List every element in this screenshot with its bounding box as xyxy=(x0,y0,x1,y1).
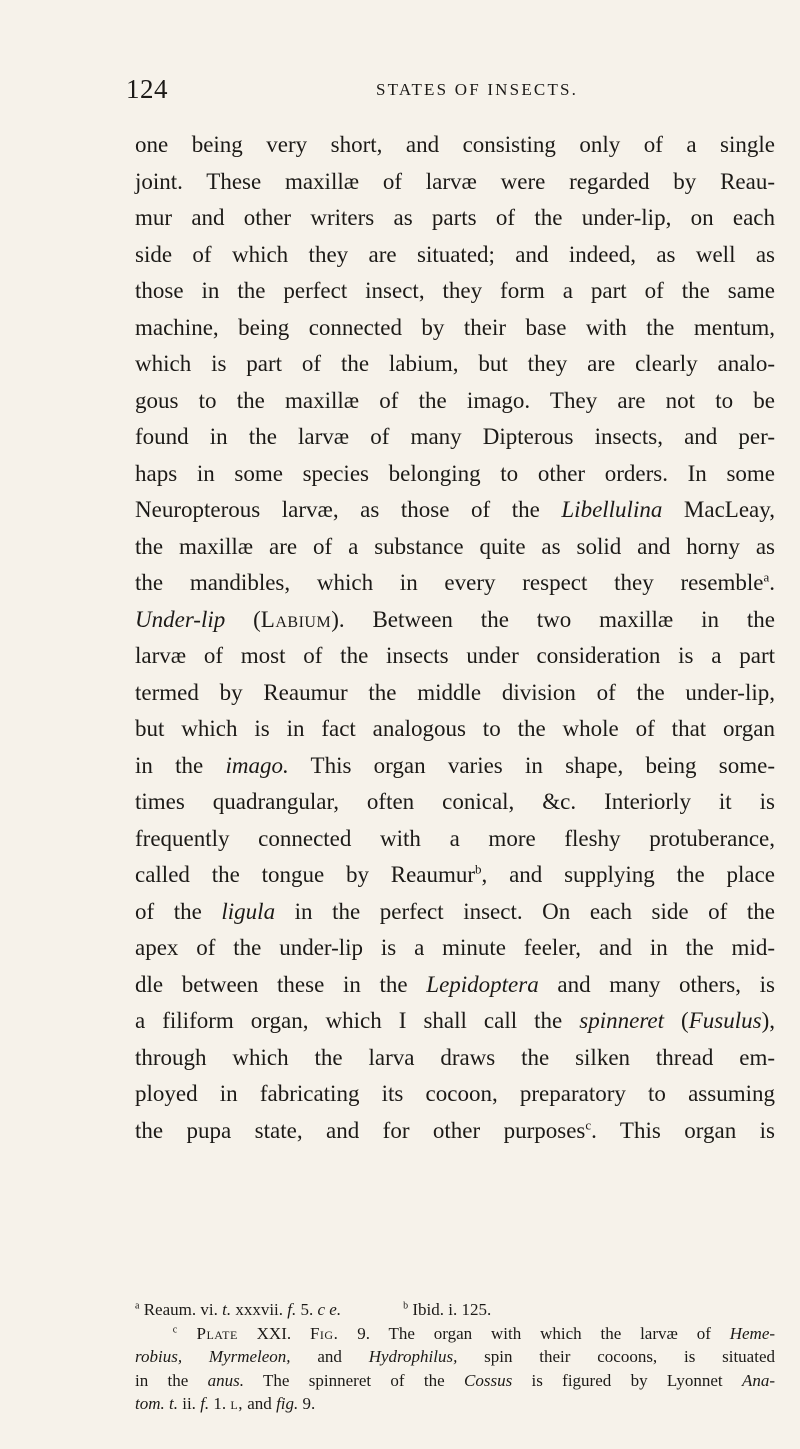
text-run: dle between these in the xyxy=(135,971,427,997)
text-run: f. xyxy=(200,1394,210,1413)
text-run: t. xyxy=(222,1300,232,1319)
text-line: found in the larvæ of many Dipterous insects, and per- xyxy=(135,424,775,449)
text-line: apex of the under-lip is a minute feeler, and in the mid- xyxy=(135,935,775,960)
text-line: one being very short, and consisting only of a single xyxy=(135,132,775,157)
text-run: 9. xyxy=(298,1394,316,1413)
text-line: frequently connected with a more fleshy protuberance, xyxy=(135,825,775,851)
footnote-mark-c: c xyxy=(172,1323,178,1335)
text-run: c e. xyxy=(317,1300,342,1319)
text-run: MacLeay, xyxy=(662,497,775,522)
text-line: ployed in fabricating its cocoon, preparatory to assuming xyxy=(135,1081,775,1106)
text-run: . xyxy=(769,570,775,595)
footnote-line xyxy=(135,1369,775,1393)
page-number: 124 xyxy=(126,74,168,104)
text-line: termed by Reaumur the middle division of the under-lip, xyxy=(135,679,775,705)
text-line xyxy=(135,748,775,785)
footnote-b: Ibid. i. 125. xyxy=(408,1300,492,1319)
text-line: mur and other writers as parts of the under-lip, on each xyxy=(135,205,775,230)
text-run: called the tongue by Reaumur xyxy=(135,862,476,887)
text-run: in the perfect insect. On each side of the xyxy=(275,898,775,924)
taxon-name: Libellulina xyxy=(561,497,663,522)
text-line: the maxillæ are of a substance quite as solid and horny as xyxy=(135,533,775,559)
footnote-line xyxy=(135,1322,775,1346)
text-run: This organ varies in shape, being some- xyxy=(288,752,775,778)
text-run: ). Between the two maxillæ in the xyxy=(331,606,775,632)
text-run: spin their cocoons, is situated xyxy=(457,1347,775,1366)
text-run: 9. The organ with which the larvæ of xyxy=(338,1323,730,1343)
text-run: the pupa state, and for other purposes xyxy=(135,1117,586,1143)
text-run: Ana- xyxy=(741,1370,775,1390)
text-run: in the xyxy=(135,1370,208,1390)
text-line xyxy=(135,1003,775,1040)
text-run: The spinneret of the xyxy=(244,1370,464,1390)
text-run: the mandibles, which in every respect they resemble xyxy=(135,570,764,595)
text-line: side of which they are situated; and indeed, as well as xyxy=(135,241,775,267)
text-run: ), xyxy=(761,1008,775,1033)
text-line xyxy=(135,565,775,602)
footnote-a xyxy=(139,1300,341,1319)
text-run: ii. xyxy=(177,1394,201,1413)
text-run: a filiform organ, which I shall call the xyxy=(135,1008,580,1033)
text-run: ( xyxy=(225,606,261,632)
text-run: Neuropterous larvæ, as those of the xyxy=(135,497,562,522)
footnote-line xyxy=(135,1345,775,1369)
text-run: and many others, is xyxy=(538,971,775,997)
text-line xyxy=(135,894,775,931)
section-heading-under-lip: Under-lip xyxy=(135,606,226,632)
text-line xyxy=(135,967,775,1004)
footnotes xyxy=(135,1298,775,1416)
italic-term: spinneret xyxy=(579,1008,665,1033)
text-line: through which the larva draws the silken thread em- xyxy=(135,1044,775,1070)
section-term-labium: Labium xyxy=(260,606,332,632)
footnote-line xyxy=(135,1298,775,1322)
text-run: XXI. xyxy=(237,1323,310,1343)
text-run: Heme- xyxy=(729,1323,776,1343)
text-run: and xyxy=(243,1394,277,1413)
italic-term: ligula xyxy=(221,898,276,924)
italic-term: Fusulus xyxy=(688,1008,762,1033)
running-head: STATES OF INSECTS. xyxy=(376,80,579,99)
text-run: Hydrophilus, xyxy=(368,1347,458,1366)
text-run: anus. xyxy=(207,1370,245,1390)
text-run: Cossus xyxy=(464,1370,513,1390)
taxon-name: Lepidoptera xyxy=(426,971,539,997)
text-line: machine, being connected by their base with the mentum, xyxy=(135,314,775,340)
text-run: Fig. xyxy=(309,1323,339,1343)
text-line: times quadrangular, often conical, &c. Interiorly it is xyxy=(135,789,775,814)
footnote-ref-a: a xyxy=(763,569,770,585)
text-line xyxy=(135,602,775,639)
text-line xyxy=(135,492,775,529)
footnote-line xyxy=(135,1392,775,1416)
text-run: ( xyxy=(664,1008,689,1033)
text-run: 5. xyxy=(296,1300,318,1319)
text-line: but which is in fact analogous to the whole of that organ xyxy=(135,716,775,741)
text-line: larvæ of most of the insects under consideration is a part xyxy=(135,643,775,668)
italic-term: imago. xyxy=(225,752,289,778)
text-run: is figured by Lyonnet xyxy=(512,1370,742,1390)
text-line: joint. These maxillæ of larvæ were regarded by Reau- xyxy=(135,168,775,194)
text-line xyxy=(135,857,775,894)
footnote-ref-b: b xyxy=(475,861,482,877)
text-run: f. xyxy=(287,1300,297,1319)
text-run: l, xyxy=(230,1394,244,1413)
footnote-mark-a: a xyxy=(135,1300,140,1312)
text-run: Reaum. vi. xyxy=(139,1300,223,1319)
text-line: which is part of the labium, but they are clearly analo- xyxy=(135,351,775,376)
page-header xyxy=(126,74,776,110)
text-run: robius, Myrmeleon, xyxy=(135,1347,291,1366)
text-line: those in the perfect insect, they form a part of the same xyxy=(135,278,775,303)
footnote-ref-c: c xyxy=(585,1116,592,1132)
text-run: fig. xyxy=(276,1394,299,1413)
text-run: 1. xyxy=(209,1394,231,1413)
text-run: . This organ is xyxy=(591,1117,775,1143)
text-run: xxxvii. xyxy=(231,1300,288,1319)
text-line xyxy=(135,1113,775,1150)
text-run: in the xyxy=(135,752,226,778)
text-line: haps in some species belonging to other orders. In some xyxy=(135,460,775,486)
text-run: , and supplying the place xyxy=(481,862,775,887)
text-run: and xyxy=(290,1347,369,1366)
text-run: tom. t. xyxy=(135,1394,178,1413)
text-run: Plate xyxy=(177,1323,238,1343)
footnote-mark-b: b xyxy=(403,1300,409,1312)
text-run: of the xyxy=(135,898,222,924)
text-line: gous to the maxillæ of the imago. They are not to be xyxy=(135,387,775,413)
body-text xyxy=(135,127,775,1149)
